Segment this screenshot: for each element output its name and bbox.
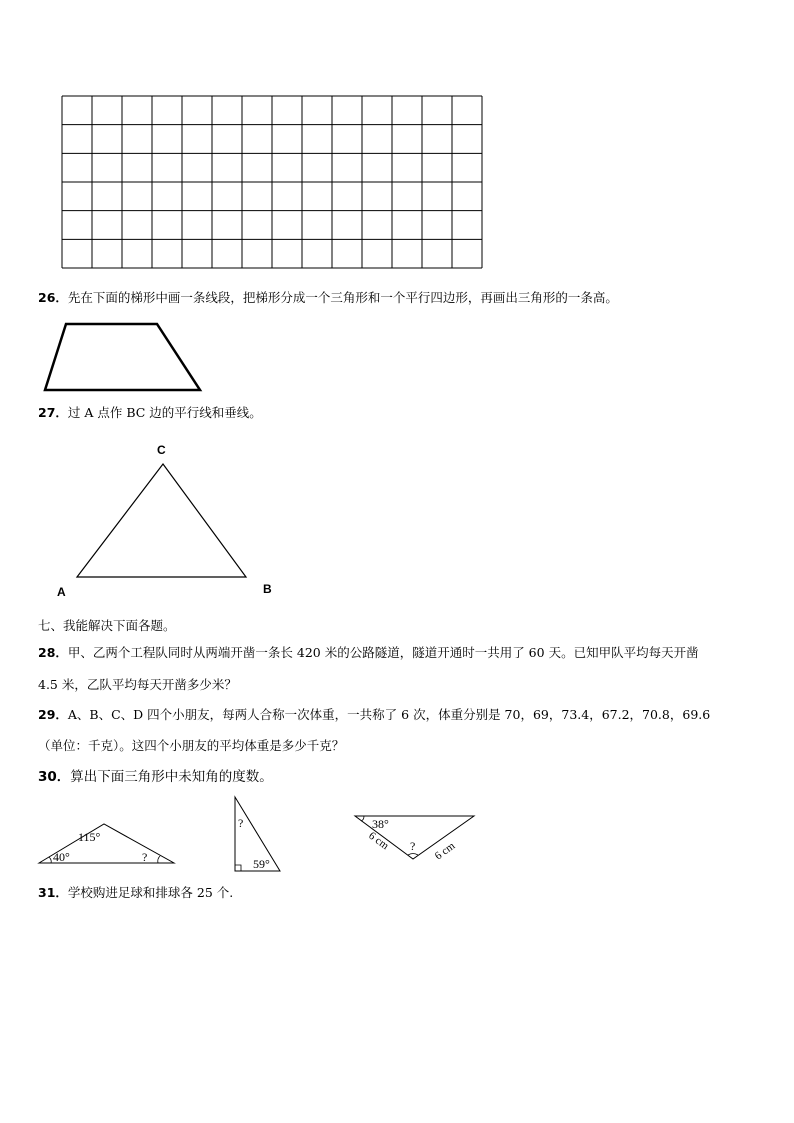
right-angle-mark — [235, 865, 241, 871]
question-27 — [38, 405, 262, 421]
question-number: 29． — [38, 707, 68, 722]
trapezoid-shape — [45, 324, 200, 390]
question-number: 28． — [38, 645, 68, 660]
side-label-left: 6 cm — [366, 829, 391, 853]
question-text: 学校购进足球和排球各 25 个. — [67, 885, 234, 900]
trapezoid-figure — [40, 320, 210, 395]
angle-label-59: 59° — [253, 857, 270, 871]
angle-label-unknown: ? — [238, 816, 244, 830]
triangle-figure-3 — [350, 812, 480, 864]
triangle-figure-1 — [36, 818, 181, 870]
angle-arc-unknown — [158, 856, 160, 863]
angle-label-38: 38° — [372, 817, 389, 831]
triangle-figure-2 — [228, 794, 286, 874]
question-28-line-2: 4.5 米，乙队平均每天开凿多少米？ — [38, 677, 237, 692]
angle-label-115: 115° — [78, 830, 101, 844]
question-number: 27． — [38, 405, 68, 420]
angle-label-unknown: ? — [142, 850, 148, 864]
grid-figure — [60, 94, 486, 272]
question-number: 26． — [38, 290, 68, 305]
question-28 — [38, 645, 699, 661]
angle-label-unknown: ? — [410, 839, 416, 853]
angle-arc-unknown — [408, 854, 418, 856]
question-number: 30． — [38, 769, 71, 785]
question-31 — [38, 885, 233, 901]
question-29 — [38, 707, 710, 723]
angle-arc-40 — [49, 857, 51, 863]
question-29-line-2: （单位：千克）。这四个小朋友的平均体重是多少千克？ — [38, 738, 345, 753]
vertex-label-a: A — [57, 585, 66, 599]
question-26 — [38, 290, 618, 306]
triangle-abc-figure — [50, 438, 290, 603]
question-text: 先在下面的梯形中画一条线段，把梯形分成一个三角形和一个平行四边形，再画出三角形的一条高。 — [67, 290, 618, 305]
vertex-label-b: B — [263, 582, 272, 596]
question-text-line-1: 甲、乙两个工程队同时从两端开凿一条长 420 米的公路隧道，隧道开通时一共用了 60 天。已知甲队平均每天开凿 — [67, 645, 699, 660]
angle-label-40: 40° — [53, 850, 70, 864]
section-heading: 七、我能解决下面各题。 — [38, 618, 176, 633]
question-text: 过 A 点作 BC 边的平行线和垂线。 — [67, 405, 262, 420]
question-text: 算出下面三角形中未知角的度数。 — [70, 769, 273, 785]
side-label-right: 6 cm — [432, 839, 458, 863]
question-text-line-1: A、B、C、D 四个小朋友，每两人合称一次体重，一共称了 6 次，体重分别是 70，69，73.4，67.2，70.8，69.6 — [67, 707, 711, 722]
triangle-abc-shape — [77, 464, 246, 577]
vertex-label-c: C — [157, 443, 166, 457]
question-30 — [38, 769, 273, 785]
question-number: 31． — [38, 885, 68, 900]
